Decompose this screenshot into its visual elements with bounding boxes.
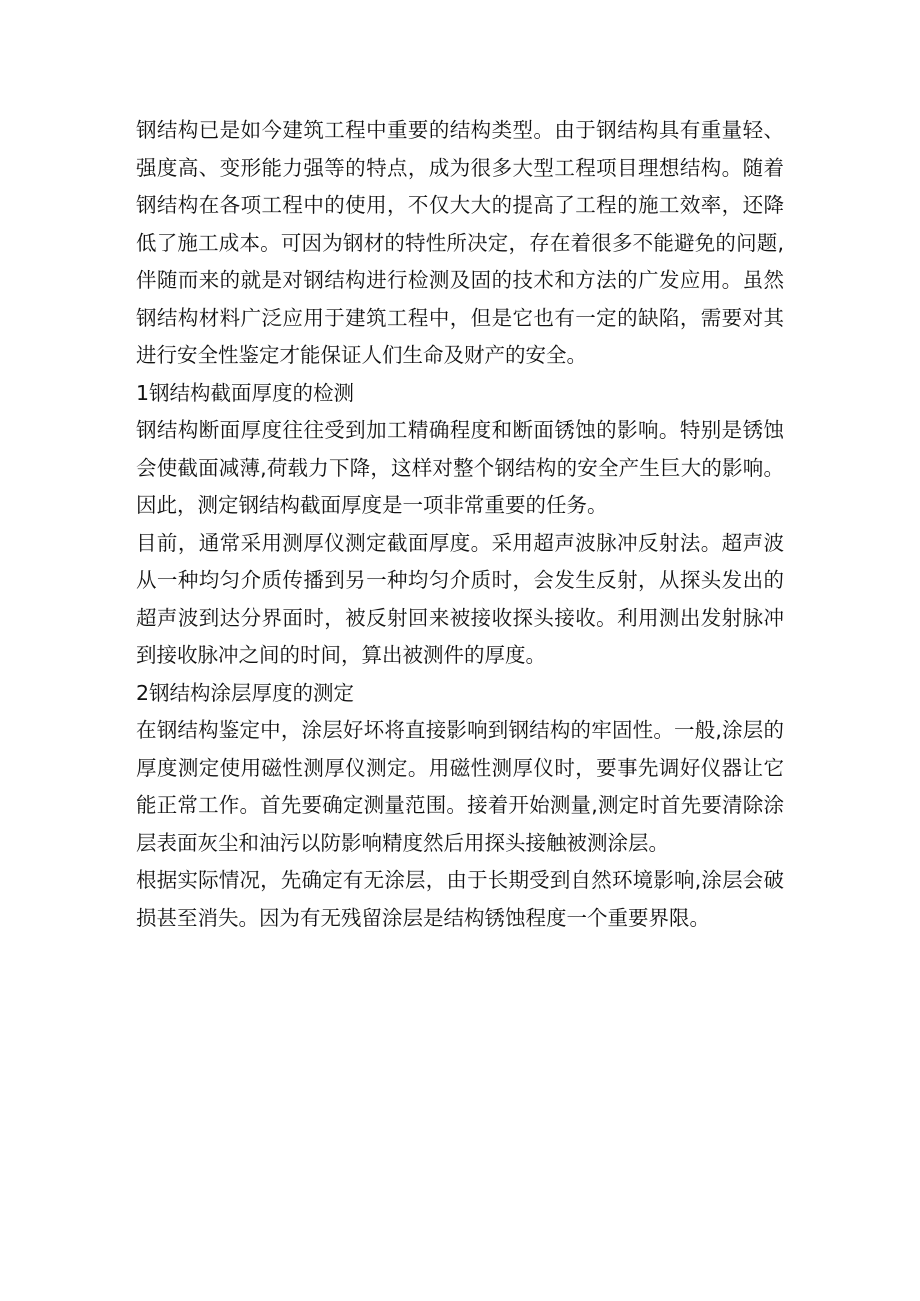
paragraph-intro: 钢结构已是如今建筑工程中重要的结构类型。由于钢结构具有重量轻、强度高、变形能力强等的特点，成为很多大型工程项目理想结构。随着钢结构在各项工程中的使用，不仅大大的提高了工程的施工效率，还降低了施工成本。可因为钢材的特性所决定，存在着很多不能避免的问题,伴随而来的就是对钢结构进行检测及固的技术和方法的广发应用。虽然钢结构材料广泛应用于建筑工程中，但是它也有一定的缺陷，需要对其进行安全性鉴定才能保证人们生命及财产的安全。 [136,118,784,367]
document-body [136,112,784,937]
paragraph-section1-b: 目前，通常采用测厚仪测定截面厚度。采用超声波脉冲反射法。超声波从一种均匀介质传播到另一种均匀介质时，会发生反射，从探头发出的超声波到达分界面时，被反射回来被接收探头接收。利用测出发射脉冲到接收脉冲之间的时间，算出被测件的厚度。 [136,530,784,667]
section-heading-1: 1钢结构截面厚度的检测 [136,380,355,405]
paragraph-section1-a: 钢结构断面厚度往往受到加工精确程度和断面锈蚀的影响。特别是锈蚀会使截面减薄,荷载力下降，这样对整个钢结构的安全产生巨大的影响。因此，测定钢结构截面厚度是一项非常重要的任务。 [136,418,784,517]
paragraph-section2-b: 根据实际情况，先确定有无涂层，由于长期受到自然环境影响,涂层会破损甚至消失。因为有无残留涂层是结构锈蚀程度一个重要界限。 [136,868,784,930]
section-heading-2: 2钢结构涂层厚度的测定 [136,680,355,705]
paragraph-section2-a: 在钢结构鉴定中，涂层好坏将直接影响到钢结构的牢固性。一般,涂层的厚度测定使用磁性测厚仪测定。用磁性测厚仪时，要事先调好仪器让它能正常工作。首先要确定测量范围。接着开始测量,测定时首先要清除涂层表面灰尘和油污以防影响精度然后用探头接触被测涂层。 [136,718,784,855]
